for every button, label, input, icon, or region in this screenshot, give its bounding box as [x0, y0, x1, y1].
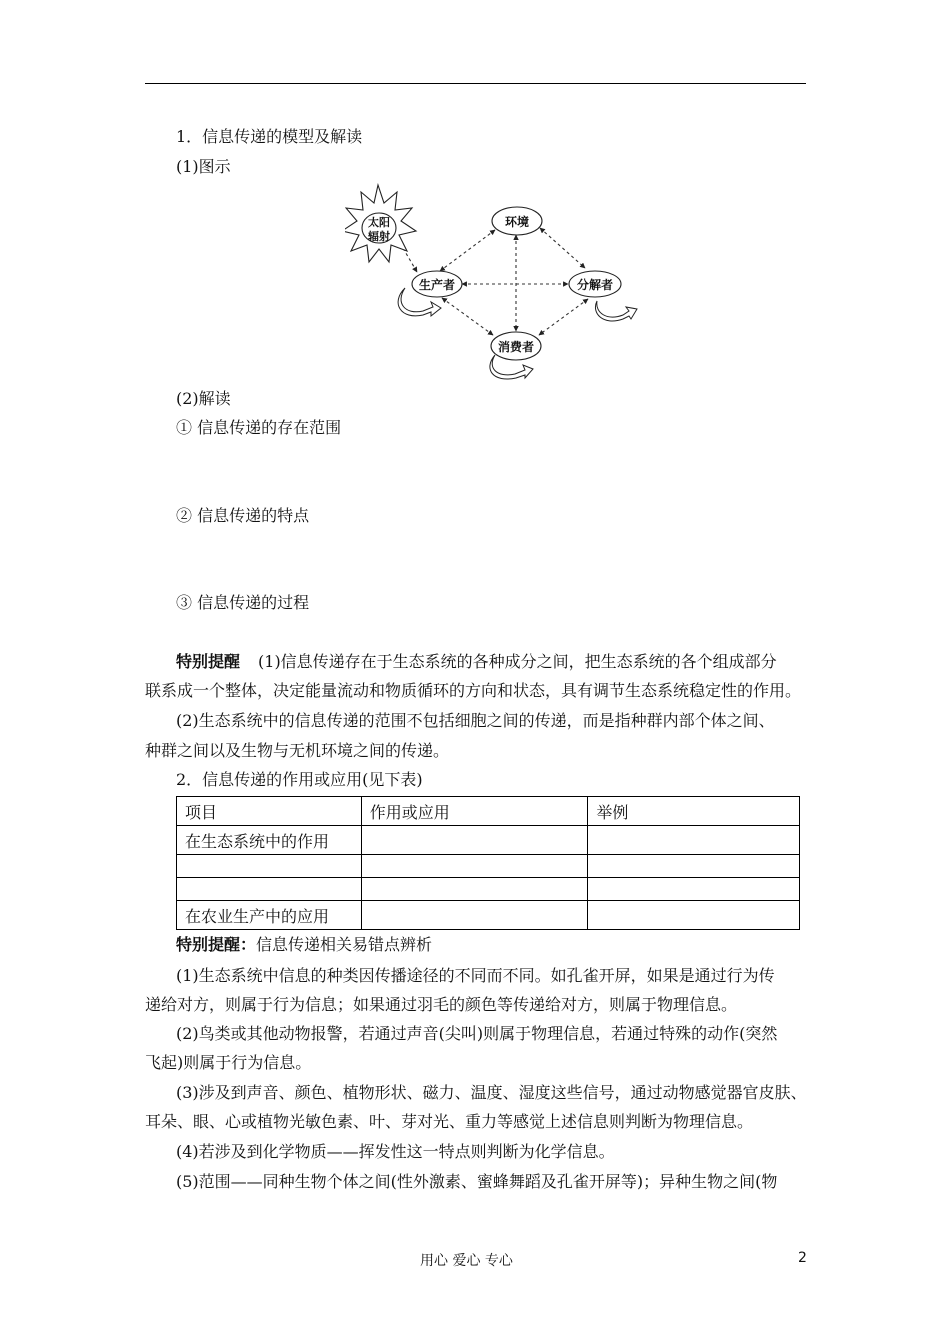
note2-line: 递给对方，则属于行为信息；如果通过羽毛的颜色等传递给对方，则属于物理信息。: [145, 995, 738, 1014]
note2-line: 耳朵、眼、心或植物光敏色素、叶、芽对光、重力等感觉上述信息则判断为物理信息。: [145, 1112, 754, 1131]
table-header-cell: 项目: [177, 797, 362, 826]
table-header-cell: 作用或应用: [361, 797, 588, 826]
table-cell: [361, 878, 588, 901]
section1-title: 1．信息传递的模型及解读: [176, 127, 363, 146]
table-cell: 在生态系统中的作用: [177, 826, 362, 855]
table-cell: [361, 855, 588, 878]
table-header-cell: 举例: [588, 797, 800, 826]
information-transfer-diagram: [345, 183, 645, 383]
decomposer-self-loop-icon: [595, 301, 637, 321]
interpretation-item-3: ③ 信息传递的过程: [176, 593, 310, 612]
note2-line: (4)若涉及到化学物质——挥发性这一特点则判断为化学信息。: [176, 1142, 615, 1161]
application-table: [176, 796, 800, 930]
interpretation-item-2: ② 信息传递的特点: [176, 506, 310, 525]
note2-line: (1)生态系统中信息的种类因传播途径的不同而不同。如孔雀开屏，如果是通过行为传: [176, 966, 775, 985]
header-rule: [145, 83, 806, 84]
table-cell: [588, 826, 800, 855]
link-decomposer-consumer: [539, 299, 588, 335]
table-cell: [588, 878, 800, 901]
note2-line: 飞起)则属于行为信息。: [145, 1053, 312, 1072]
interpretation-item-1: ① 信息传递的存在范围: [176, 418, 342, 437]
link-producer-consumer: [442, 298, 493, 335]
section2-title: 2．信息传递的作用或应用(见下表): [176, 770, 423, 789]
decomposer-label: 分解者: [576, 278, 614, 292]
table-row: [177, 855, 800, 878]
table-cell: [177, 855, 362, 878]
note1-label: 特别提醒: [176, 652, 241, 671]
sun-label-2: 辐射: [368, 230, 390, 243]
note1-line4: 种群之间以及生物与无机环境之间的传递。: [145, 741, 450, 760]
note1-line1: (1)信息传递存在于生态系统的各种成分之间，把生态系统的各个组成部分: [258, 652, 777, 671]
note2-heading: 信息传递相关易错点辨析: [256, 935, 433, 954]
table-row: [177, 826, 800, 855]
table-cell: [361, 826, 588, 855]
section1-sub2: (2)解读: [176, 389, 231, 408]
table-cell: [177, 878, 362, 901]
sun-label-1: 太阳: [368, 216, 390, 229]
table-cell: 在农业生产中的应用: [177, 901, 362, 930]
consumer-label: 消费者: [497, 340, 535, 354]
note2-line: (3)涉及到声音、颜色、植物形状、磁力、温度、湿度这些信号，通过动物感觉器官皮肤、: [176, 1083, 807, 1102]
environment-label: 环境: [504, 215, 530, 229]
table-cell: [588, 855, 800, 878]
footer-motto: 用心 爱心 专心: [420, 1253, 513, 1269]
section1-sub1: (1)图示: [176, 157, 231, 176]
page-number: 2: [798, 1250, 807, 1266]
note2-label: 特别提醒：: [176, 935, 257, 954]
table-header-row: [177, 797, 800, 826]
note1-line2: 联系成一个整体，决定能量流动和物质循环的方向和状态，具有调节生态系统稳定性的作用。: [145, 681, 802, 700]
note2-line: (2)鸟类或其他动物报警，若通过声音(尖叫)则属于物理信息，若通过特殊的动作(突然: [176, 1024, 778, 1043]
note2-line: (5)范围——同种生物个体之间(性外激素、蜜蜂舞蹈及孔雀开屏等)；异种生物之间(物: [176, 1172, 778, 1191]
link-env-producer: [440, 230, 495, 271]
table-cell: [588, 901, 800, 930]
producer-label: 生产者: [418, 278, 456, 292]
table-row: [177, 878, 800, 901]
note1-line3: (2)生态系统中的信息传递的范围不包括细胞之间的传递，而是指种群内部个体之间、: [176, 711, 775, 730]
note2-heading-line: [176, 935, 432, 955]
note1-first-line: [176, 652, 777, 672]
table-row: [177, 901, 800, 930]
link-env-decomposer: [540, 228, 585, 268]
table-cell: [361, 901, 588, 930]
